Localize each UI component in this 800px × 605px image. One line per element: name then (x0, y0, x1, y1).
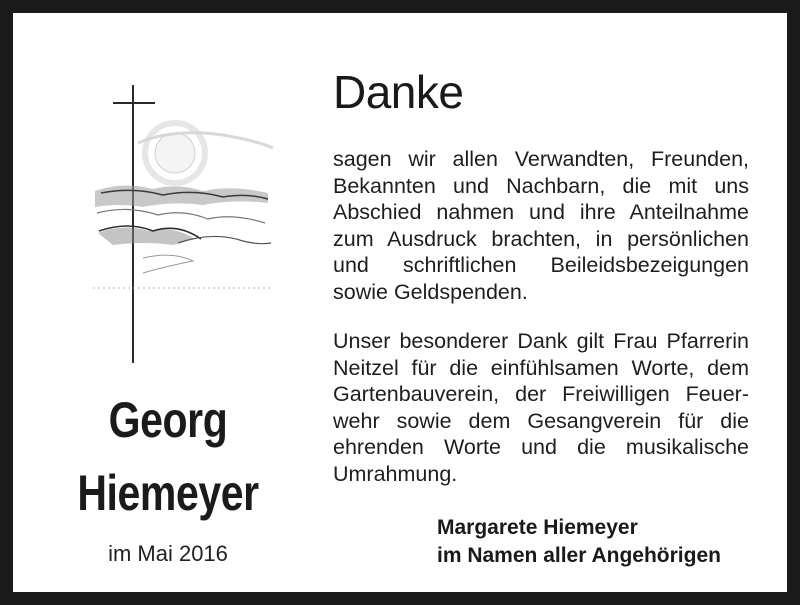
signature-family: im Namen aller Angehörigen (437, 544, 721, 567)
thanks-paragraph-2 (333, 328, 749, 488)
deceased-last-name: Hiemeyer (77, 465, 259, 521)
paragraph-line: wehr sowie dem Gesangverein für die (333, 408, 749, 433)
signature-name: Margarete Hiemeyer (437, 516, 638, 539)
thanks-paragraph-1 (333, 146, 749, 306)
paragraph-line: Bekannten und Nachbarn, die mit uns (333, 173, 749, 198)
paragraph-line: zum Ausdruck brachten, in persönlichen (333, 226, 749, 251)
paragraph-line: ehrenden Worte und die musikalische (333, 435, 749, 460)
paragraph-line: Gartenbauverein, der Freiwilligen Feuer- (333, 382, 749, 407)
paragraph-line: sagen wir allen Verwandten, Freunden, (333, 147, 749, 171)
memorial-illustration (83, 73, 293, 368)
heading-danke: Danke (333, 66, 464, 118)
paragraph-line: Unser besonderer Dank gilt Frau Pfarrerin (333, 329, 749, 353)
deceased-first-name: Georg (108, 392, 228, 448)
landscape-illustration (93, 185, 273, 288)
paragraph-line: Abschied nahmen und ihre Anteilnahme (333, 200, 749, 225)
paragraph-line: sowie Geldspenden. (333, 279, 528, 304)
obituary-ad (13, 13, 787, 592)
death-date: im Mai 2016 (108, 541, 228, 566)
cross-icon (113, 85, 155, 363)
paragraph-line: und schriftlichen Beileidsbezeigungen (333, 253, 749, 278)
paragraph-line: Neitzel für die einfühlsamen Worte, dem (333, 355, 749, 380)
paragraph-line: Umrahmung. (333, 461, 458, 486)
sun-icon (138, 123, 273, 183)
